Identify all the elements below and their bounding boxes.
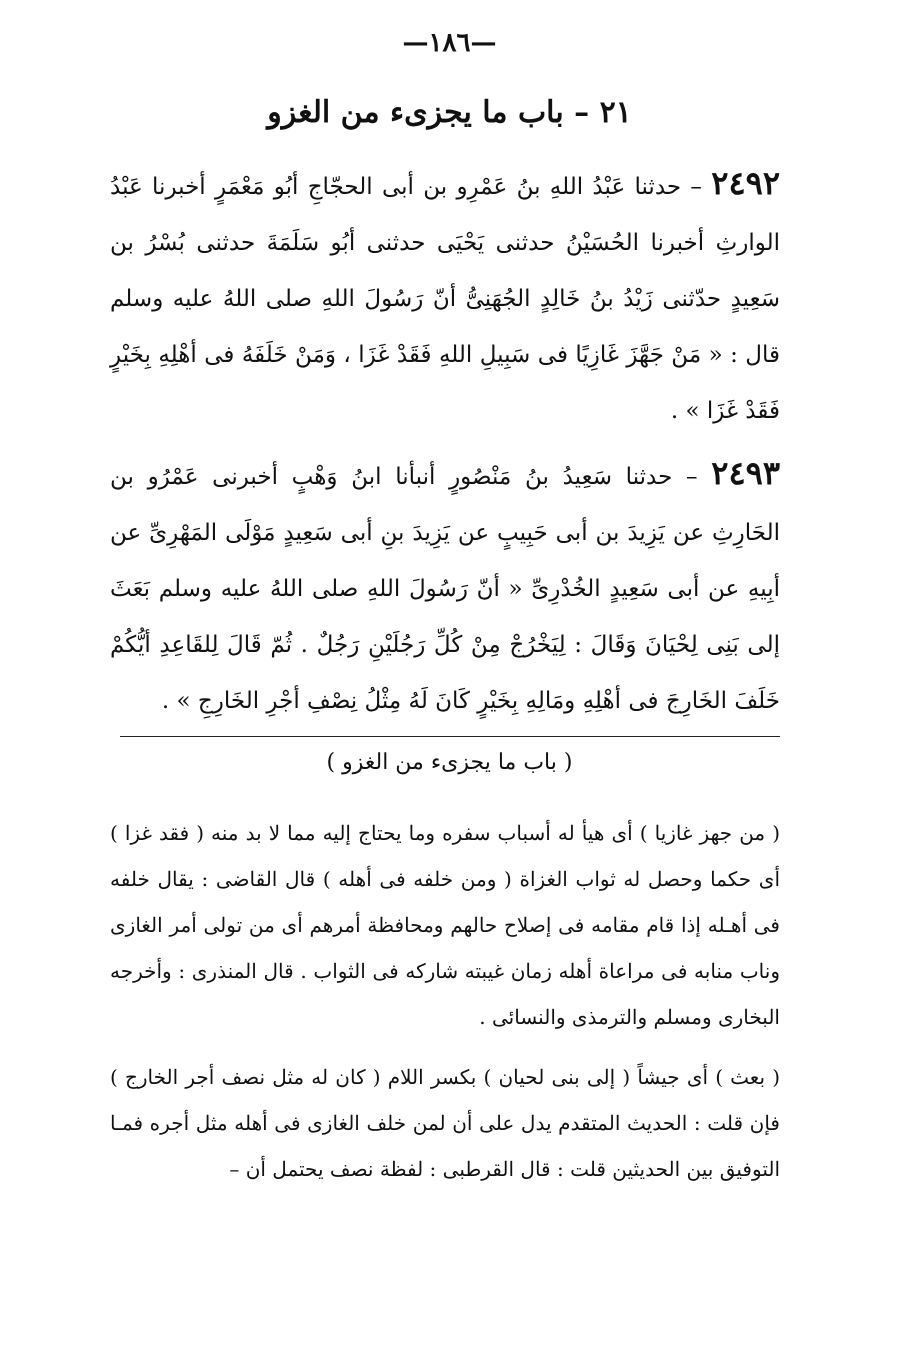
chapter-heading: ٢١ – باب ما يجزىء من الغزو [267, 95, 632, 130]
hadith-2493 [110, 445, 780, 729]
hadith-number: ٢٤٩٢ [711, 164, 780, 202]
hadith-body: – حدثنا سَعِيدُ بنُ مَنْصُورٍ أنبأنا ابنُ وَهْبٍ أخبرنى عَمْرُو بن الحَارِثِ عن يَزِيدَ بن أبى حَبِيبٍ عن يَزِيدَ بنِ أبى سَعِيدٍ مَوْلَى المَهْرِىِّ عن أبِيهِ عن أبى سَعِيدٍ الخُدْرِىِّ « أنّ رَسُولَ اللهِ صلى اللهُ عليه وسلم بَعَثَ إلى بَنِى لِحْيَانَ وَقَالَ : لِيَخْرُجْ مِنْ كُلِّ رَجُلَيْنِ رَجُلٌ . ثُمّ قَالَ لِلقَاعِدِ أيُّكُمْ خَلَفَ الخَارِجَ فى أهْلِهِ ومَالِهِ بِخَيْرٍ كَانَ لَهُ مِثْلُ نِصْفِ أجْرِ الخَارِجِ » . [110, 464, 780, 714]
commentary-paragraph: ( بعث ) أى جيشاً ( إلى بنى لحيان ) بكسر اللام ( كان له مثل نصف أجر الخارج ) فإن قلت : الحديث المتقدم يدل على أن لمن خلف الغازى فى أهله مثل أجره فمـا التوفيق بين الحديثين قلت : قال القرطبى : لفظة نصف يحتمل أن – [110, 1065, 780, 1181]
hadith-2492 [110, 155, 780, 439]
hadith-body: – حدثنا عَبْدُ اللهِ بنُ عَمْرِو بن أبى الحجّاجِ أبُو مَعْمَرٍ أخبرنا عَبْدُ الوارثِ أخبرنا الحُسَيْنُ حدثنى يَحْيَى حدثنى أبُو سَلَمَةَ حدثنى بُسْرُ بن سَعِيدٍ حدّثنى زَيْدُ بنُ خَالِدٍ الجُهَنِىُّ أنّ رَسُولَ اللهِ صلى اللهُ عليه وسلم قال : « مَنْ جَهَّزَ غَازِيًا فى سَبِيلِ اللهِ فَقَدْ غَزَا ، وَمَنْ خَلَفَهُ فى أهْلِهِ بِخَيْرٍ فَقَدْ غَزَا » . [110, 174, 780, 424]
hadith-number: ٢٤٩٣ [711, 454, 781, 492]
footnote-divider [120, 736, 780, 737]
page-number: —١٨٦— [402, 28, 497, 58]
commentary-heading: ( باب ما يجزىء من الغزو ) [326, 750, 573, 775]
commentary-paragraph: ( من جهز غازيا ) أى هيأ له أسباب سفره وما يحتاج إليه مما لا بد منه ( فقد غزا ) أى حكما وحصل له ثواب الغزاة ( ومن خلفه فى أهله ) قال القاضى : يقال خلفه فى أهـله إذا قام مقامه فى إصلاح حالهم ومحافظة أمرهم أى من تولى أمر الغازى وناب منابه فى مراعاة أهله زمان غيبته شاركه فى الثواب . قال المنذرى : وأخرجه البخارى ومسلم والترمذى والنسائى . [110, 821, 780, 1029]
